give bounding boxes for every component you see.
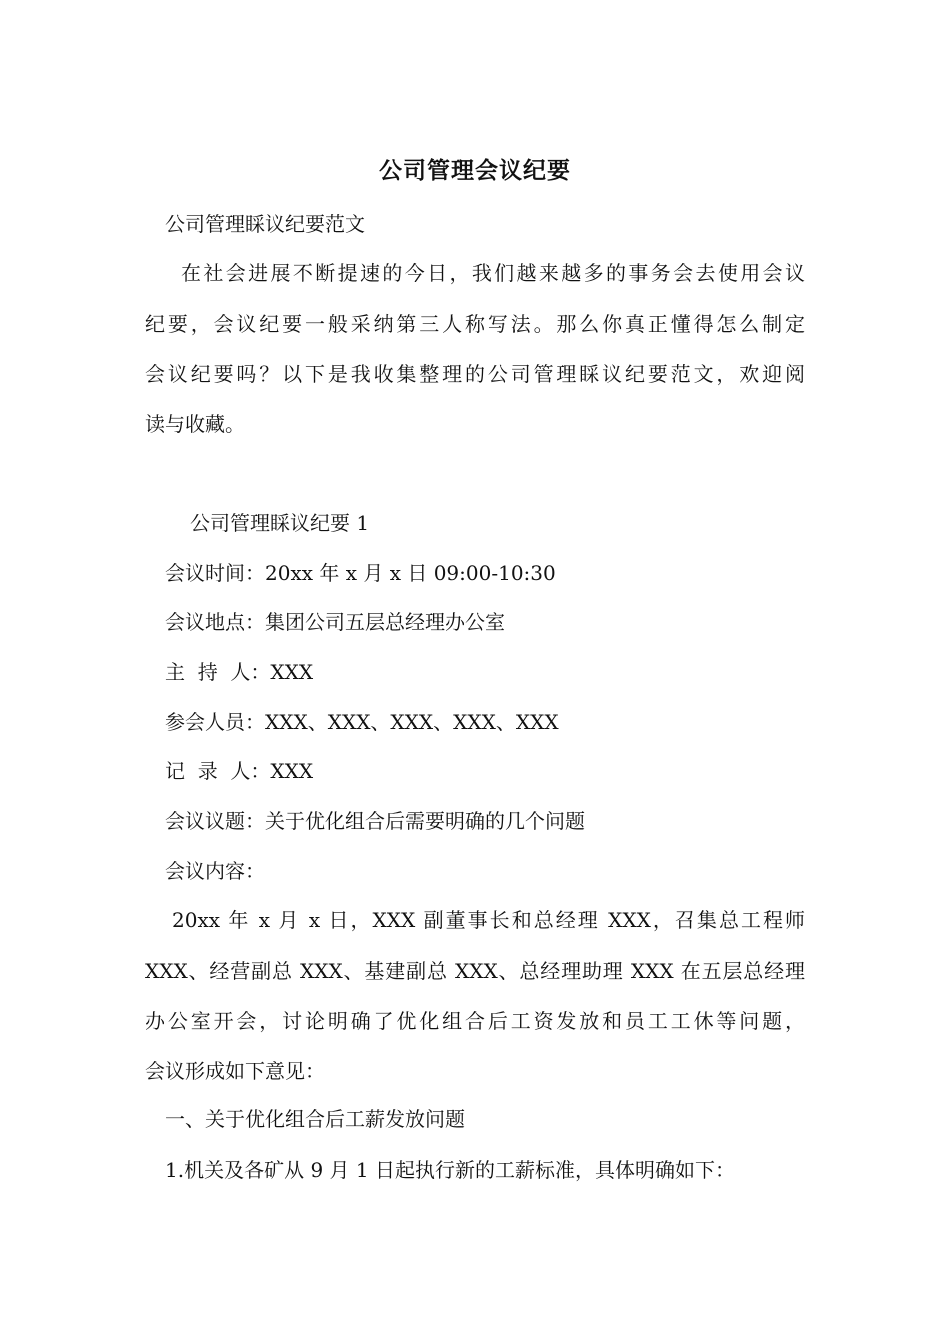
intro-line-2: 纪要，会议纪要一般采纳第三人称写法。那么你真正懂得怎么制定 <box>145 312 805 336</box>
body-line-4: 会议形成如下意见： <box>145 1059 325 1083</box>
document-subtitle: 公司管理睬议纪要范文 <box>165 212 365 236</box>
section-heading: 公司管理睬议纪要 1 <box>190 511 370 535</box>
meeting-attendees: 参会人员：XXX、XXX、XXX、XXX、XXX <box>165 710 559 734</box>
meeting-content-label: 会议内容： <box>165 859 265 883</box>
document-title: 公司管理会议纪要 <box>379 157 571 184</box>
body-line-3: 办公室开会，讨论明确了优化组合后工资发放和员工工休等问题， <box>145 1009 805 1033</box>
body-line-2: XXX、经营副总 XXX、基建副总 XXX、总经理助理 XXX 在五层总经理 <box>145 959 805 983</box>
meeting-time: 会议时间：20xx 年 x 月 x 日 09:00-10:30 <box>165 561 556 585</box>
meeting-place: 会议地点：集团公司五层总经理办公室 <box>165 610 505 634</box>
body-line-1: 20xx 年 x 月 x 日，XXX 副董事长和总经理 XXX，召集总工程师 <box>172 908 805 932</box>
item-1: 1.机关及各矿从 9 月 1 日起执行新的工薪标准，具体明确如下： <box>165 1158 735 1182</box>
intro-line-1: 在社会进展不断提速的今日，我们越来越多的事务会去使用会议 <box>181 261 805 285</box>
intro-line-3: 会议纪要吗？以下是我收集整理的公司管理睬议纪要范文，欢迎阅 <box>145 362 805 386</box>
meeting-host: 主 持 人：XXX <box>165 660 314 684</box>
meeting-recorder: 记 录 人：XXX <box>165 759 314 783</box>
item-heading: 一、关于优化组合后工薪发放问题 <box>165 1107 465 1131</box>
intro-line-4: 读与收藏。 <box>145 412 245 436</box>
meeting-topic: 会议议题：关于优化组合后需要明确的几个问题 <box>165 809 585 833</box>
